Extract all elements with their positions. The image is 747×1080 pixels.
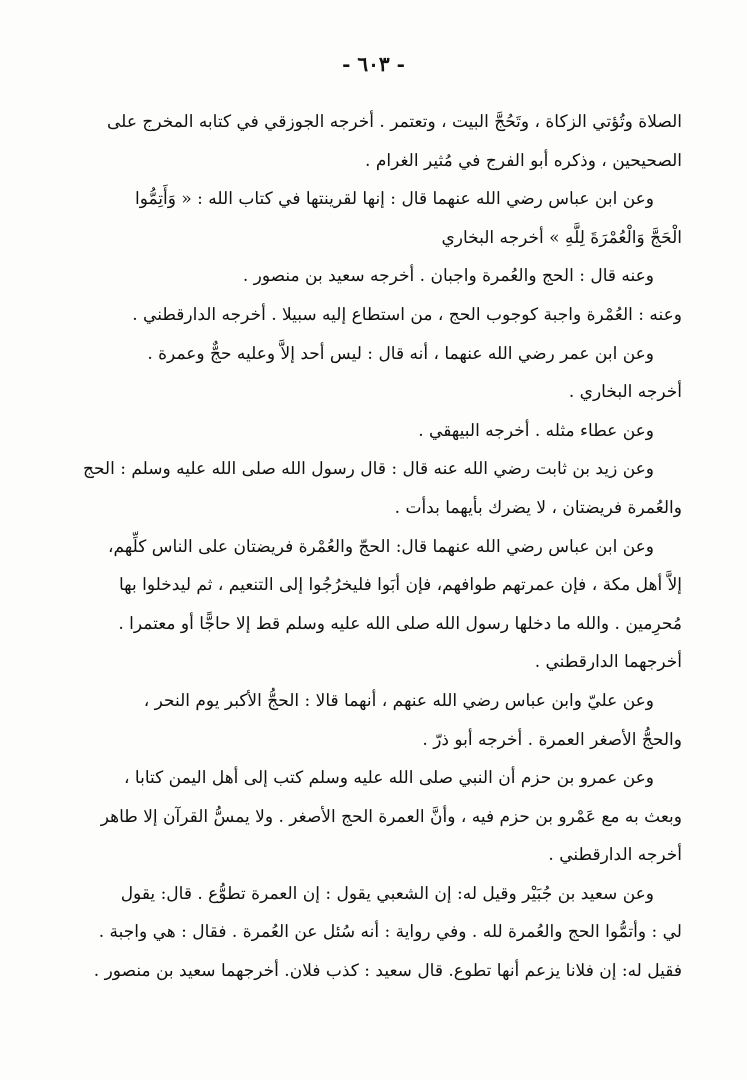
text-line: وعن عمرو بن حزم أن النبي صلى الله عليه وسلم كتب إلى أهل اليمن كتابا ، <box>124 768 654 789</box>
text-line: أخرجه البخاري . <box>568 382 682 403</box>
text-line: وعنه قال : الحج والعُمرة واجبان . أخرجه سعيد بن منصور . <box>242 266 654 287</box>
text-line: والعُمرة فريضتان ، لا يضرك بأيهما بدأت . <box>394 497 682 518</box>
text-line: وعن عليّ وابن عباس رضي الله عنهم ، أنهما قالا : الحجُّ الأكبر يوم النحر ، <box>143 690 654 711</box>
text-line: والحجُّ الأصغر العمرة . أخرجه أبو ذرّ . <box>422 729 682 750</box>
text-line: وعن سعيد بن جُبَيْر وقيل له: إن الشعبي يقول : إن العمرة تطوُّع . قال: يقول <box>120 883 654 904</box>
text-line: وعن عطاء مثله . أخرجه البيهقي . <box>418 420 654 441</box>
text-line: أخرجه الدارقطني . <box>548 845 682 866</box>
text-line: مُحرِمين . والله ما دخلها رسول الله صلى الله عليه وسلم قط إلا حاجًّا أو معتمرا . <box>118 613 682 634</box>
text-line: الصلاة وتُؤتي الزكاة ، وتَحُجَّ البيت ، وتعتمر . أخرجه الجوزقي في كتابه المخرج على <box>107 112 682 132</box>
text-line: الصحيحين ، وذكره أبو الفرج في مُثير الغرام . <box>365 150 682 171</box>
text-line: أخرجهما الدارقطني . <box>534 652 682 673</box>
text-line: الْحَجَّ وَالْعُمْرَةَ لِلَّهِ » أخرجه البخاري <box>441 227 682 248</box>
text-line: فقيل له: إن فلانا يزعم أنها تطوع. قال سعيد : كذب فلان. أخرجهما سعيد بن منصور . <box>93 961 682 982</box>
text-line: لي : وأتمُّوا الحج والعُمرة لله . وفي رواية : أنه سُئل عن العُمرة . فقال : هي واجبة . <box>98 922 682 943</box>
text-line: إلاَّ أهل مكة ، فإن عمرتهم طوافهم، فإن أبَوا فليخرُجُوا إلى التنعيم ، ثم ليدخلوا بها <box>119 575 682 596</box>
text-line: وعن ابن عباس رضي الله عنهما قال : إنها لقرينتها في كتاب الله : « وَأَتِمُّوا <box>134 189 654 210</box>
text-line: وعنه : العُمْرة واجبة كوجوب الحج ، من استطاع إليه سبيلا . أخرجه الدارقطني . <box>132 304 682 325</box>
page-number: - ٦٠٣ - <box>342 52 405 76</box>
body-text <box>74 103 682 991</box>
text-line: وعن ابن عمر رضي الله عنهما ، أنه قال : ليس أحد إلاَّ وعليه حجٌّ وعمرة . <box>147 343 654 364</box>
text-line: وعن زيد بن ثابت رضي الله عنه قال : قال رسول الله صلى الله عليه وسلم : الحج <box>82 459 654 480</box>
text-line: وعن ابن عباس رضي الله عنهما قال: الحجّ والعُمْرة فريضتان على الناس كلِّهم، <box>107 536 654 557</box>
text-line: وبعث به مع عَمْرو بن حزم فيه ، وأنَّ العمرة الحج الأصغر . ولا يمسُّ القرآن إلا طاهر <box>100 806 682 827</box>
